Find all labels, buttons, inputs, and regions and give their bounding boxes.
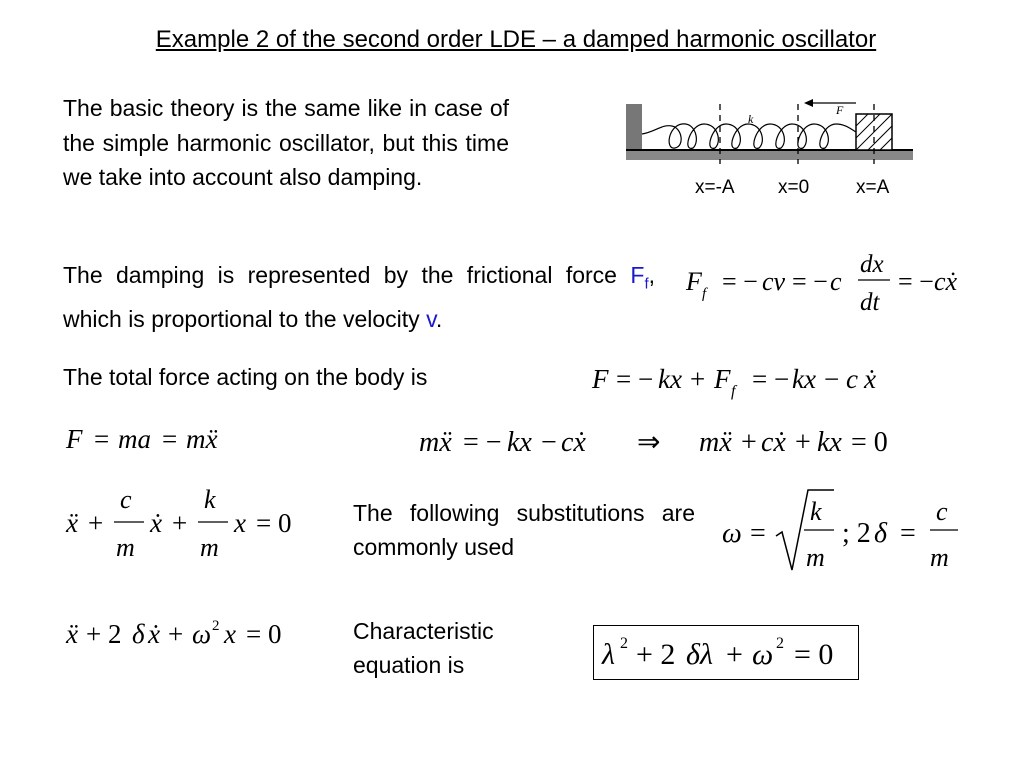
- svg-text:−: −: [824, 364, 840, 394]
- spring: [642, 124, 856, 149]
- svg-text:m: m: [806, 543, 825, 572]
- svg-text:= −: = −: [616, 364, 654, 394]
- svg-text:mẍ: mẍ: [186, 424, 218, 454]
- svg-text:kx: kx: [792, 364, 816, 394]
- svg-text:k: k: [204, 485, 216, 514]
- floor: [626, 150, 913, 160]
- svg-text:kx: kx: [817, 427, 842, 458]
- svg-text:cẋ: cẋ: [761, 427, 786, 458]
- svg-text:+: +: [168, 619, 184, 649]
- svg-text:=: =: [162, 424, 178, 454]
- substitutions-equation: [718, 484, 968, 576]
- position-label-zero: x=0: [778, 177, 810, 198]
- svg-text:F: F: [686, 267, 702, 296]
- svg-text:m: m: [200, 533, 219, 562]
- svg-text:+ 2: + 2: [636, 638, 676, 671]
- svg-text:f: f: [702, 286, 707, 302]
- svg-text:λ: λ: [602, 638, 615, 671]
- characteristic-text: Characteristic equation is: [353, 618, 494, 678]
- characteristic-equation: [594, 626, 858, 678]
- svg-text:δ: δ: [874, 518, 888, 549]
- svg-text:= 0: = 0: [256, 508, 292, 538]
- svg-text:+: +: [172, 508, 188, 538]
- svg-text:δλ: δλ: [686, 638, 713, 671]
- force-symbol: $F_f$: [630, 262, 649, 293]
- spring-mass-diagram: [620, 96, 920, 206]
- svg-text:= 0: = 0: [851, 427, 888, 458]
- svg-text:= −: = −: [752, 364, 790, 394]
- force-label: F: [836, 103, 844, 117]
- svg-text:= −: = −: [898, 267, 934, 296]
- svg-text:k: k: [810, 497, 822, 526]
- intro-paragraph: The basic theory is the same like in case of the simple harmonic oscillator, but this time we take into account also damping.: [63, 95, 509, 190]
- svg-text:2: 2: [776, 635, 784, 652]
- svg-text:ẋ: ẋ: [864, 364, 876, 394]
- page-title: Example 2 of the second order LDE – a damped harmonic oscillator: [155, 26, 877, 53]
- total-force-text: The total force acting on the body is: [63, 364, 428, 390]
- svg-text:=: =: [750, 518, 766, 549]
- svg-text:mẍ: mẍ: [419, 427, 452, 458]
- svg-text:x: x: [224, 619, 236, 649]
- svg-text:ẍ: ẍ: [66, 508, 78, 538]
- velocity-symbol: v: [426, 306, 436, 333]
- substitutions-text: The following substitutions are commonly used: [353, 500, 695, 560]
- svg-text:c: c: [936, 497, 948, 526]
- svg-text:2: 2: [212, 618, 220, 634]
- svg-text:; 2: ; 2: [842, 518, 871, 549]
- friction-equation: [680, 246, 980, 320]
- svg-text:ω: ω: [722, 518, 742, 549]
- svg-text:= 0: = 0: [246, 619, 282, 649]
- svg-text:F: F: [714, 364, 731, 394]
- svg-text:+: +: [690, 364, 706, 394]
- svg-text:ẋ: ẋ: [148, 619, 160, 649]
- svg-text:cẋ: cẋ: [561, 427, 586, 458]
- svg-text:kx: kx: [507, 427, 532, 458]
- svg-text:= −: = −: [722, 267, 758, 296]
- svg-text:c: c: [830, 267, 842, 296]
- svg-text:ẍ: ẍ: [66, 619, 78, 649]
- svg-text:2: 2: [620, 635, 628, 652]
- svg-text:⇒: ⇒: [637, 427, 661, 458]
- svg-text:ω: ω: [192, 619, 212, 649]
- svg-text:=: =: [900, 518, 916, 549]
- svg-text:c: c: [846, 364, 858, 394]
- svg-text:cẋ: cẋ: [934, 267, 958, 296]
- svg-text:δ: δ: [132, 619, 145, 649]
- svg-text:dt: dt: [860, 289, 880, 316]
- svg-text:ẋ: ẋ: [150, 508, 162, 538]
- svg-text:+: +: [88, 508, 104, 538]
- total-force-equation: [588, 356, 928, 406]
- svg-text:x: x: [234, 508, 246, 538]
- svg-text:c: c: [120, 485, 132, 514]
- svg-text:=: =: [94, 424, 110, 454]
- position-label-plus-a: x=A: [856, 177, 890, 198]
- spring-constant-label: k: [748, 112, 754, 126]
- svg-text:dx: dx: [860, 251, 884, 278]
- svg-text:+ 2: + 2: [86, 619, 122, 649]
- newton-equation: [62, 418, 262, 462]
- position-label-minus-a: x=-A: [695, 177, 735, 198]
- svg-text:f: f: [731, 383, 736, 400]
- svg-text:F: F: [66, 424, 83, 454]
- characteristic-equation-box: [593, 625, 859, 680]
- svg-text:m: m: [930, 543, 949, 572]
- svg-text:+: +: [795, 427, 811, 458]
- svg-text:kx: kx: [658, 364, 682, 394]
- svg-text:ma: ma: [118, 424, 151, 454]
- damping-paragraph: The damping is represented by the frictional force $F_f$, which is proportional to the velocity v.: [63, 262, 655, 333]
- svg-text:m: m: [116, 533, 135, 562]
- svg-text:−: −: [541, 427, 557, 458]
- damped-equation: [62, 612, 322, 658]
- svg-text:= −: = −: [792, 267, 828, 296]
- svg-text:+: +: [726, 638, 743, 671]
- svg-text:+: +: [741, 427, 757, 458]
- svg-text:cv: cv: [762, 267, 786, 296]
- svg-text:mẍ: mẍ: [699, 427, 732, 458]
- svg-text:F: F: [592, 364, 609, 394]
- svg-text:= 0: = 0: [794, 638, 834, 671]
- svg-text:= −: = −: [463, 427, 502, 458]
- normalized-equation: [62, 484, 312, 564]
- svg-text:ω: ω: [752, 638, 774, 671]
- motion-equation: [415, 420, 925, 464]
